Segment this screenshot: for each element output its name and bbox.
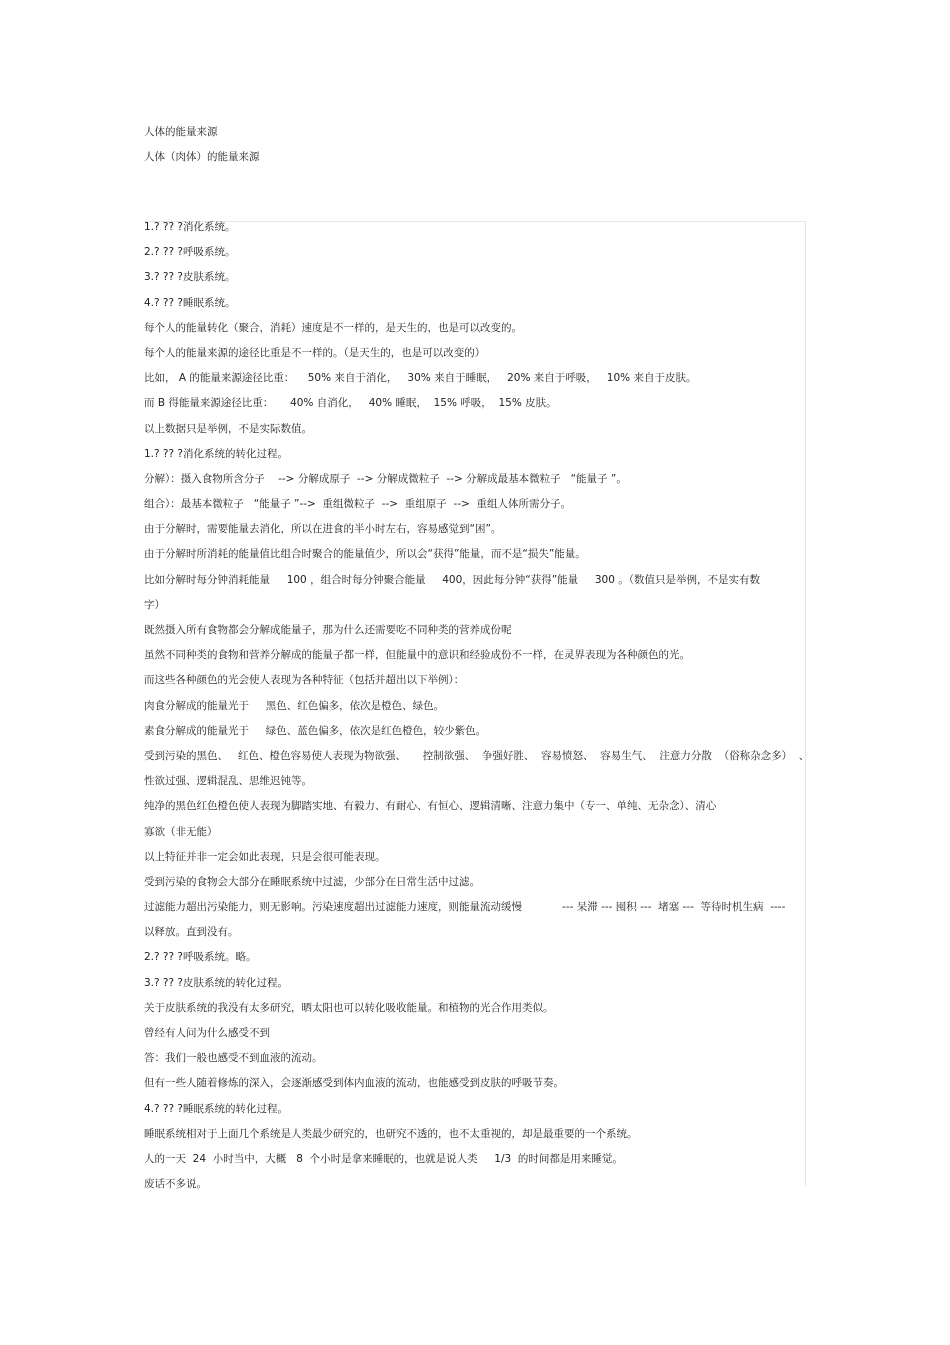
text-line: [144, 870, 812, 895]
text-line-content: 3.? ?? ?皮肤系统的转化过程。: [144, 976, 288, 989]
page-subtitle: 人体（肉体）的能量来源: [144, 151, 260, 163]
text-line-content: 答：我们一般也感受不到血液的流动。: [144, 1052, 323, 1065]
text-line: [144, 895, 812, 920]
text-line-content: 受到污染的黑色、 红色、橙色容易使人表现为物欲强、 控制欲强、 争强好胜、 容易愤怒、 容易生气、 注意力分散 （俗称杂念多） 、: [144, 749, 810, 762]
text-line: [144, 719, 812, 744]
text-line: [144, 920, 812, 945]
text-line: [144, 215, 812, 240]
text-line: [144, 1046, 812, 1071]
text-line: [144, 417, 812, 442]
text-line: [144, 1097, 812, 1122]
text-line: [144, 845, 812, 870]
text-line-content: 肉食分解成的能量光于 黑色、红色偏多，依次是橙色、绿色。: [144, 699, 445, 712]
text-line: [144, 1147, 812, 1172]
text-line-content: 纯净的黑色红色橙色使人表现为脚踏实地、有毅力、有耐心、有恒心、逻辑清晰、注意力集中（专一、单纯、无杂念）、清心: [144, 800, 717, 813]
text-line: [144, 316, 812, 341]
text-line: [144, 568, 812, 593]
text-line: [144, 643, 812, 668]
text-line: [144, 467, 812, 492]
text-line-content: 虽然不同种类的食物和营养分解成的能量子都一样，但能量中的意识和经验成份不一样，在灵界表现为各种颜色的光。: [144, 649, 690, 662]
text-line-content: 字）: [144, 598, 165, 611]
text-line-content: 关于皮肤系统的我没有太多研究，晒太阳也可以转化吸收能量。和植物的光合作用类似。: [144, 1001, 554, 1014]
text-line-content: 4.? ?? ?睡眠系统。: [144, 296, 236, 309]
page-header: [144, 120, 260, 170]
text-line: [144, 391, 812, 416]
text-line: [144, 265, 812, 290]
text-line-content: 以上特征并非一定会如此表现，只是会很可能表现。: [144, 850, 386, 863]
text-line-content: 人的一天 24 小时当中，大概 8 个小时是拿来睡眠的，也就是说人类 1/3 的时间都是用来睡觉。: [144, 1152, 623, 1165]
page-title: 人体的能量来源: [144, 126, 218, 138]
text-line: [144, 794, 812, 819]
text-line: [144, 366, 812, 391]
text-line: [144, 820, 812, 845]
text-line: [144, 769, 812, 794]
text-line-content: 4.? ?? ?睡眠系统的转化过程。: [144, 1102, 288, 1115]
text-line-content: 比如， A 的能量来源途径比重： 50% 来自于消化， 30% 来自于睡眠， 20% 来自于呼吸， 10% 来自于皮肤。: [144, 372, 697, 385]
text-line: [144, 341, 812, 366]
text-line: [144, 996, 812, 1021]
text-line: [144, 291, 812, 316]
text-line-content: 性欲过强、逻辑混乱、思维迟钝等。: [144, 775, 312, 788]
text-line: [144, 668, 812, 693]
text-line: [144, 1021, 812, 1046]
text-line: [144, 971, 812, 996]
text-line-content: 由于分解时，需要能量去消化，所以在进食的半小时左右，容易感觉到“困”。: [144, 523, 502, 536]
text-line-content: 但有一些人随着修炼的深入，会逐渐感受到体内血液的流动，也能感受到皮肤的呼吸节奏。: [144, 1077, 564, 1090]
text-line-content: 2.? ?? ?呼吸系统。: [144, 246, 236, 259]
text-line: [144, 240, 812, 265]
text-line-content: 1.? ?? ?消化系统。: [144, 221, 236, 233]
text-line-content: 素食分解成的能量光于 绿色、蓝色偏多，依次是红色橙色，较少紫色。: [144, 724, 487, 737]
text-line-content: 由于分解时所消耗的能量值比组合时聚合的能量值少，所以会“获得”能量，而不是“损失”能量。: [144, 548, 586, 561]
text-line: [144, 517, 812, 542]
text-line: [144, 694, 812, 719]
text-line-content: 2.? ?? ?呼吸系统。略。: [144, 951, 257, 964]
text-line-content: 分解）：摄入食物所含分子 --> 分解成原子 --> 分解成微粒子 --> 分解成最基本微粒子 “能量子 ”。: [144, 472, 627, 485]
text-line-content: 曾经有人问为什么感受不到: [144, 1027, 270, 1039]
text-line-content: 既然摄入所有食物都会分解成能量子，那为什么还需要吃不同种类的营养成份呢: [144, 624, 512, 636]
text-line: [144, 945, 812, 970]
text-line: [144, 492, 812, 517]
text-line-content: 1.? ?? ?消化系统的转化过程。: [144, 447, 288, 460]
text-line-content: 组合）：最基本微粒子 “能量子 ”--> 重组微粒子 --> 重组原子 --> 重组人体所需分子。: [144, 498, 571, 511]
text-line: [144, 1071, 812, 1096]
text-line-content: 废话不多说。: [144, 1178, 207, 1191]
text-line-content: 3.? ?? ?皮肤系统。: [144, 271, 236, 284]
text-line-content: 以释放。直到没有。: [144, 926, 239, 939]
text-line: [144, 442, 812, 467]
text-line-content: 寡欲（非无能）: [144, 825, 218, 838]
text-line-content: 以上数据只是举例，不是实际数值。: [144, 422, 312, 435]
text-line-content: 而这些各种颜色的光会使人表现为各种特征（包括并超出以下举例）：: [144, 674, 465, 687]
text-line-content: 每个人的能量转化（聚合，消耗）速度是不一样的，是天生的，也是可以改变的。: [144, 321, 522, 334]
text-line: [144, 618, 812, 643]
text-line-content: 每个人的能量来源的途径比重是不一样的。（是天生的，也是可以改变的）: [144, 346, 486, 359]
document-body: [144, 215, 812, 1197]
text-line: [144, 1172, 812, 1197]
text-line-content: 而 B 得能量来源途径比重： 40% 自消化， 40% 睡眠， 15% 呼吸， 15% 皮肤。: [144, 397, 557, 410]
text-line: [144, 1122, 812, 1147]
text-line-content: 受到污染的食物会大部分在睡眠系统中过滤，少部分在日常生活中过滤。: [144, 875, 480, 888]
text-line-content: 过滤能力超出污染能力，则无影响。污染速度超出过滤能力速度，则能量流动缓慢 --- 呆滞 --- 囤积 --- 堵塞 --- 等待时机生病 ----: [144, 901, 786, 914]
text-line-content: 比如分解时每分钟消耗能量 100 ，组合时每分钟聚合能量 400，因此每分钟“获得”能量 300 。（数值只是举例，不是实有数: [144, 573, 760, 586]
text-line: [144, 744, 812, 769]
text-line: [144, 542, 812, 567]
text-line: [144, 593, 812, 618]
text-line-content: 睡眠系统相对于上面几个系统是人类最少研究的，也研究不透的，也不太重视的，却是最重要的一个系统。: [144, 1127, 638, 1140]
